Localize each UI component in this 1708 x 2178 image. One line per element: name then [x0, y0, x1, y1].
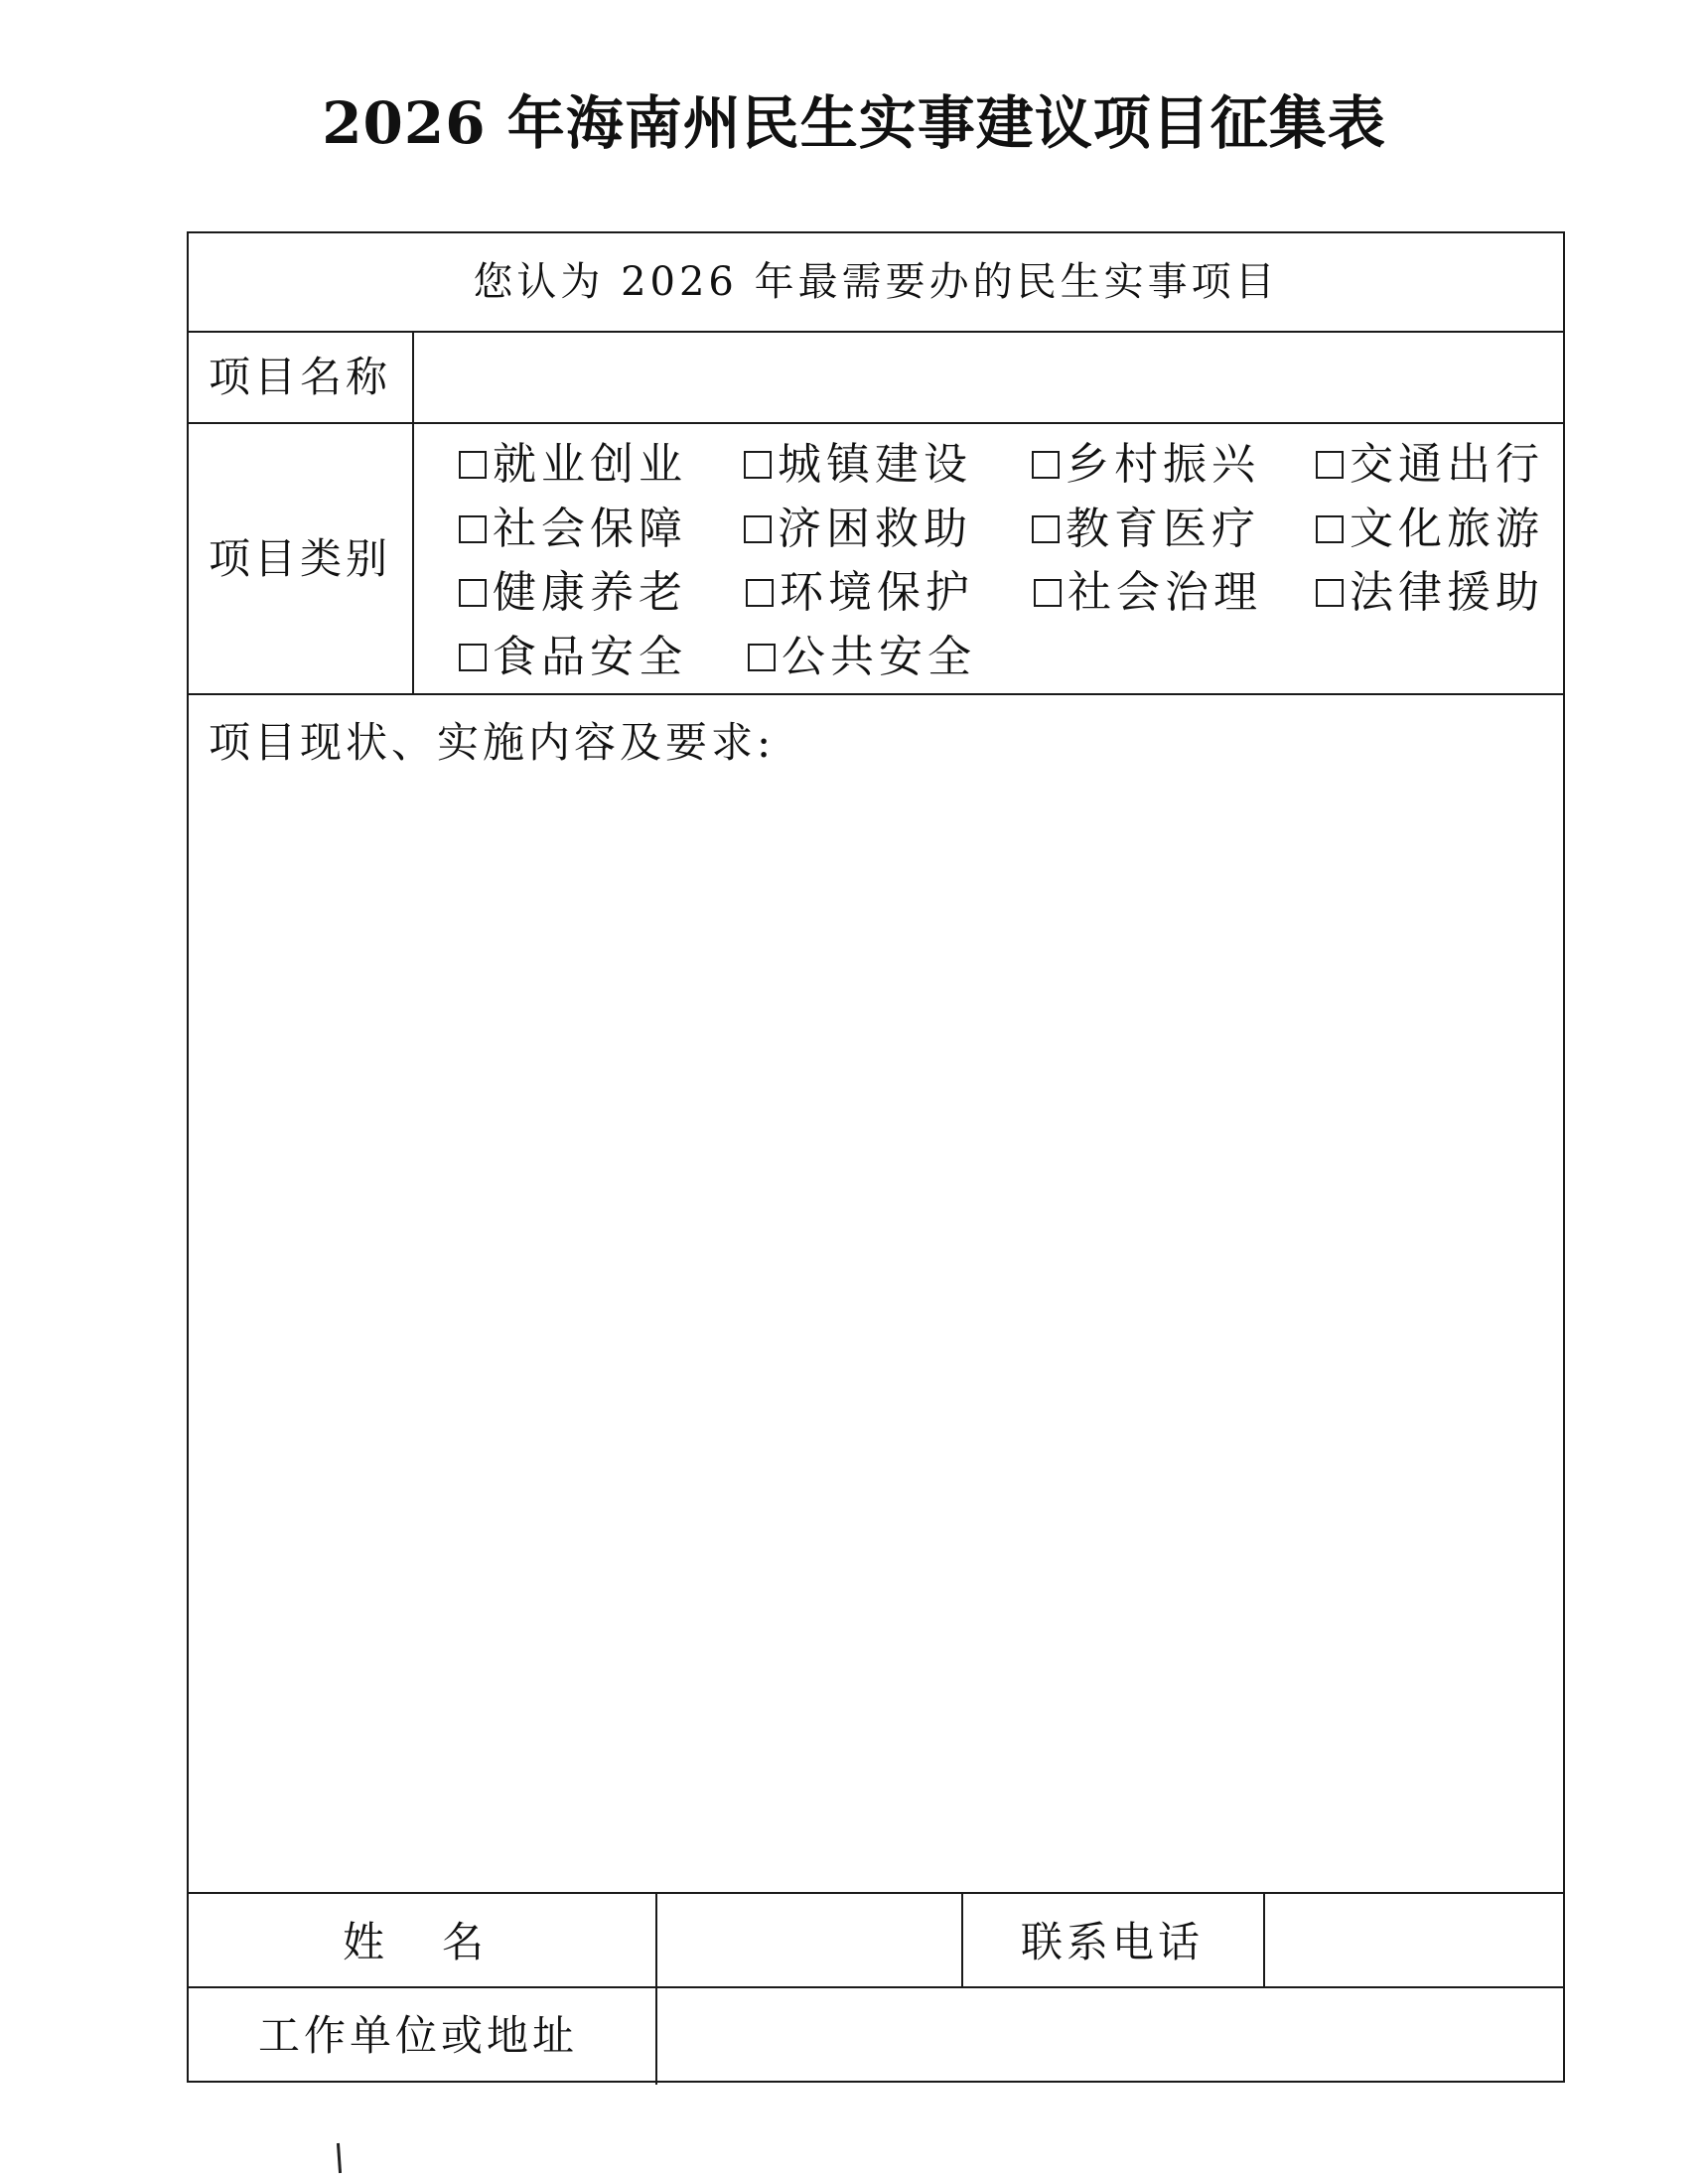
- category-option-education-medical[interactable]: 教育医疗: [1032, 503, 1260, 556]
- checkbox-icon[interactable]: [748, 644, 776, 671]
- stray-pen-mark: [337, 2143, 342, 2173]
- category-option-social-security[interactable]: 社会保障: [459, 503, 687, 556]
- page-title: 2026 年海南州民生实事建议项目征集表: [322, 89, 1386, 157]
- project-name-field[interactable]: [419, 337, 1559, 418]
- category-option-rural-revitalization[interactable]: 乡村振兴: [1032, 438, 1260, 492]
- checkbox-icon[interactable]: [1316, 579, 1344, 607]
- address-label: 工作单位或地址: [258, 2011, 579, 2060]
- category-option-food-safety[interactable]: 食品安全: [459, 631, 687, 684]
- row-divider-header: [189, 331, 1563, 333]
- category-option-transportation[interactable]: 交通出行: [1316, 438, 1544, 492]
- category-option-health-elderly-care[interactable]: 健康养老: [459, 566, 687, 620]
- form-header: 您认为 2026 年最需要办的民生实事项目: [473, 259, 1279, 305]
- checkbox-icon[interactable]: [1032, 515, 1060, 543]
- row-divider-category: [189, 693, 1563, 695]
- checkbox-icon[interactable]: [1034, 579, 1062, 607]
- phone-label: 联系电话: [1021, 1918, 1205, 1966]
- checkbox-icon[interactable]: [1316, 515, 1344, 543]
- row-divider-name-phone: [189, 1986, 1563, 1988]
- col-divider-label: [412, 331, 414, 693]
- row-divider-description: [189, 1892, 1563, 1894]
- checkbox-icon[interactable]: [1032, 451, 1060, 479]
- checkbox-icon[interactable]: [744, 515, 772, 543]
- category-label: 项目类别: [209, 534, 392, 583]
- checkbox-icon[interactable]: [459, 644, 487, 671]
- checkbox-icon[interactable]: [459, 579, 487, 607]
- category-option-legal-aid[interactable]: 法律援助: [1316, 566, 1544, 620]
- address-field[interactable]: [663, 1993, 1559, 2079]
- category-option-relief-assistance[interactable]: 济困救助: [744, 503, 972, 556]
- description-label: 项目现状、实施内容及要求:: [209, 718, 776, 767]
- checkbox-icon[interactable]: [459, 451, 487, 479]
- col-divider-phone-label: [961, 1892, 963, 1986]
- checkbox-icon[interactable]: [1316, 451, 1344, 479]
- checkbox-icon[interactable]: [746, 579, 774, 607]
- name-label: 姓名: [343, 1918, 542, 1966]
- suggestion-form-table: [187, 231, 1565, 2083]
- row-divider-project-name: [189, 422, 1563, 424]
- name-field[interactable]: [663, 1898, 955, 1981]
- category-option-social-governance[interactable]: 社会治理: [1034, 566, 1262, 620]
- checkbox-icon[interactable]: [459, 515, 487, 543]
- project-name-label: 项目名称: [209, 353, 392, 401]
- category-option-culture-tourism[interactable]: 文化旅游: [1316, 503, 1544, 556]
- category-option-public-safety[interactable]: 公共安全: [748, 631, 976, 684]
- checkbox-icon[interactable]: [744, 451, 772, 479]
- col-divider-phone-value: [1263, 1892, 1265, 1986]
- category-option-employment[interactable]: 就业创业: [459, 438, 687, 492]
- phone-field[interactable]: [1271, 1898, 1559, 1981]
- col-divider-name: [655, 1892, 657, 2085]
- description-field[interactable]: [197, 780, 1555, 1882]
- category-option-urban-construction[interactable]: 城镇建设: [744, 438, 972, 492]
- category-option-environmental-protection[interactable]: 环境保护: [746, 566, 974, 620]
